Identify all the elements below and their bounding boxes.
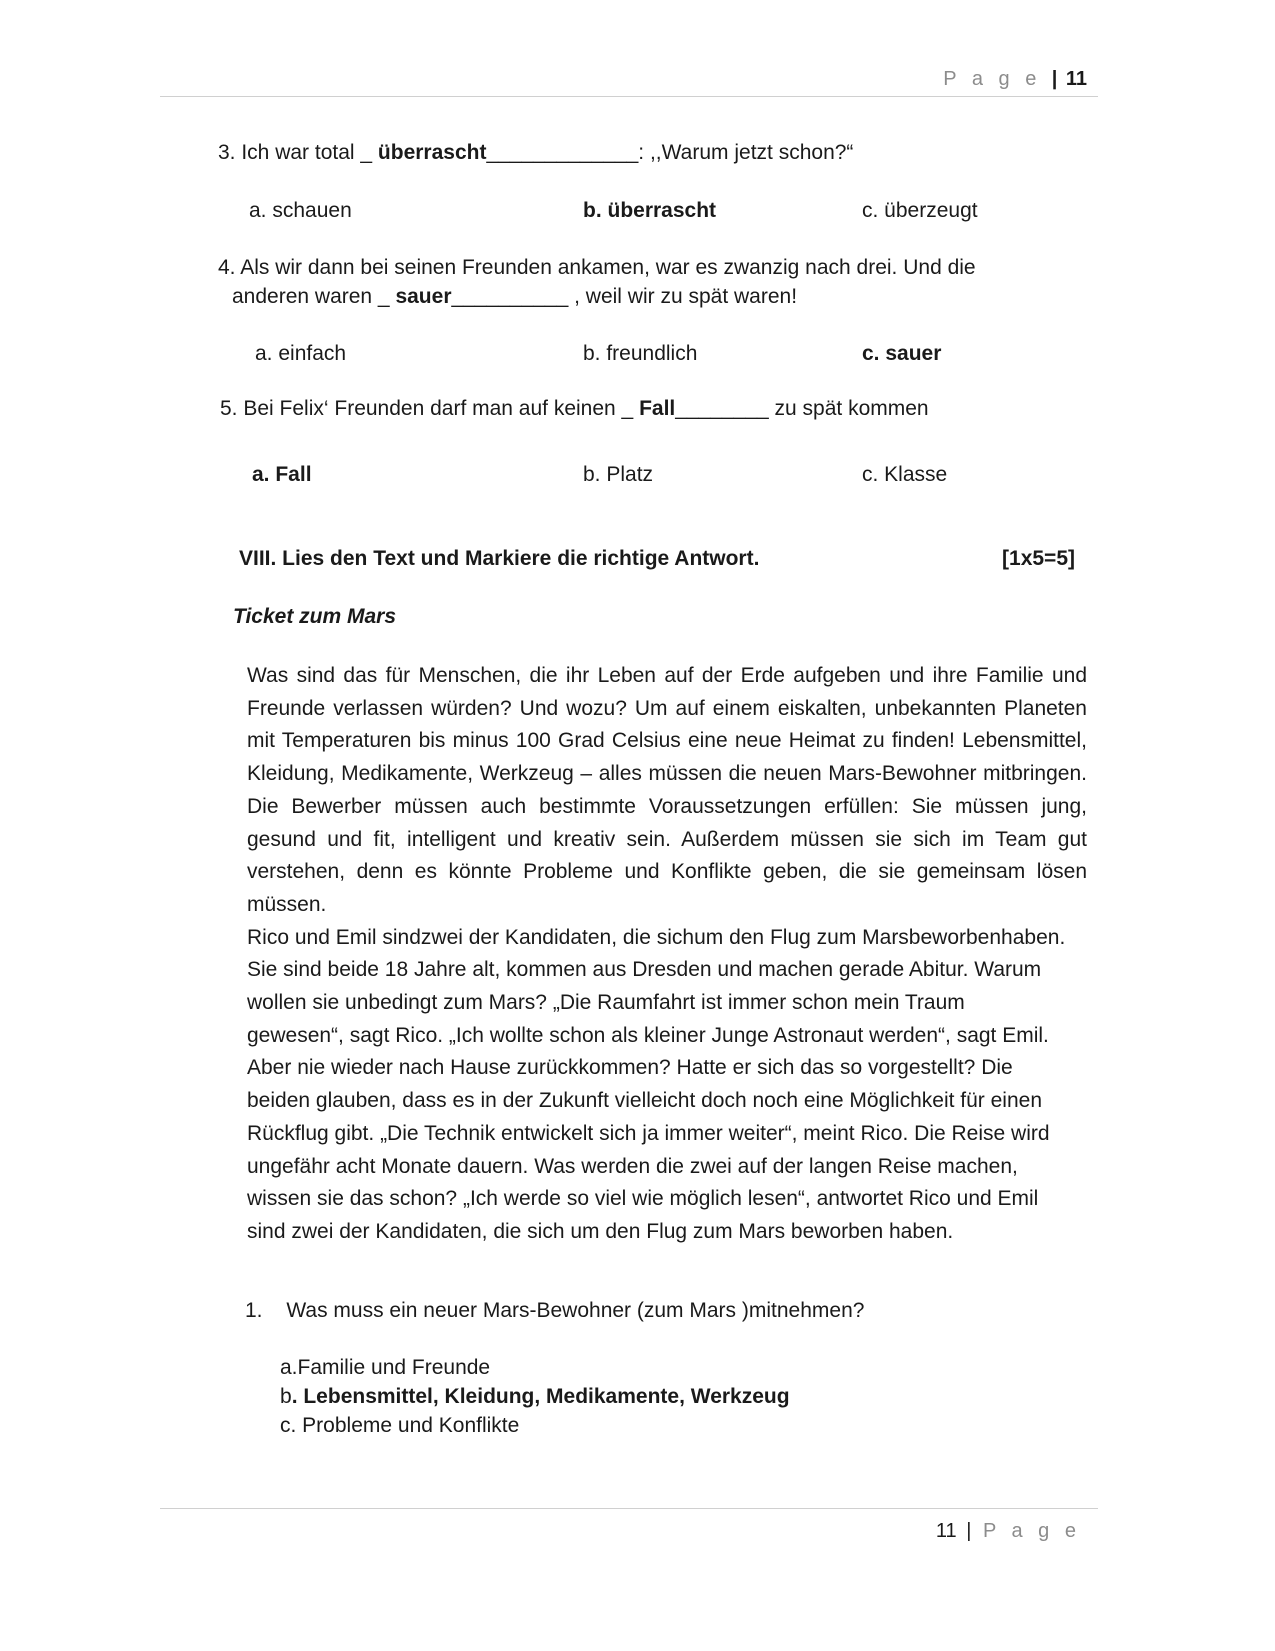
option-text: freundlich xyxy=(600,342,698,365)
question-text: Als wir dann bei seinen Freunden ankamen, war es zwanzig nach drei. Und die xyxy=(235,256,976,279)
footer-rule xyxy=(160,1508,1098,1509)
question-text: __________ , weil wir zu spät waren! xyxy=(451,285,798,308)
option-text: einfach xyxy=(272,342,347,365)
option-5a[interactable] xyxy=(252,463,312,487)
option-letter: b. xyxy=(583,199,602,222)
option-4a[interactable] xyxy=(255,342,346,366)
option-3a[interactable] xyxy=(249,199,352,223)
option-text: schauen xyxy=(266,199,352,222)
passage-line: wollen sie unbedingt zum Mars? „Die Raumfahrt ist immer schon mein Traum xyxy=(247,991,965,1015)
footer-separator: | xyxy=(966,1520,972,1542)
passage-line: Aber nie wieder nach Hause zurückkommen? Hatte er sich das so vorgestellt? Die xyxy=(247,1056,1013,1080)
question-4-line2 xyxy=(232,285,797,309)
page-footer xyxy=(936,1520,1081,1543)
passage-line: Rückflug gibt. „Die Technik entwickelt sich ja immer weiter“, meint Rico. Die Reise wird xyxy=(247,1121,1050,1145)
question-answer: überrascht xyxy=(377,141,487,164)
option-letter: a. xyxy=(252,463,270,486)
option-text: Platz xyxy=(600,463,654,486)
question-number: 3. xyxy=(218,141,236,164)
option-3b[interactable] xyxy=(583,199,716,223)
option-5c[interactable] xyxy=(862,463,947,487)
option-text: Probleme und Konflikte xyxy=(296,1414,520,1437)
question-3 xyxy=(218,141,853,165)
option-text: überrascht xyxy=(601,199,717,222)
option-text: sauer xyxy=(879,342,942,365)
option-letter: b. xyxy=(583,463,601,486)
option-letter: a. xyxy=(249,199,267,222)
question-text: anderen waren _ xyxy=(232,285,396,308)
section-points: [1x5=5] xyxy=(1002,547,1075,570)
reading-passage xyxy=(247,660,1087,1249)
option-5b[interactable] xyxy=(583,463,653,487)
story-title: Ticket zum Mars xyxy=(233,605,397,628)
header-page-number: 11 xyxy=(1065,68,1087,90)
question-text: Was muss ein neuer Mars-Bewohner (zum Mars )mitnehmen? xyxy=(286,1299,865,1322)
header-rule xyxy=(160,96,1098,97)
footer-page-number: 11 xyxy=(935,1520,957,1542)
option-3c[interactable] xyxy=(862,199,978,223)
option-letter: a. xyxy=(255,342,273,365)
comprehension-option-b[interactable] xyxy=(280,1385,790,1409)
passage-line: sind zwei der Kandidaten, die sich um den Flug zum Mars beworben haben. xyxy=(247,1219,954,1243)
option-letter: a. xyxy=(280,1356,298,1379)
option-letter: c. xyxy=(862,342,880,365)
passage-line: Rico und Emil sindzwei der Kandidaten, die sichum den Flug zum Marsbeworbenhaben. xyxy=(247,925,1066,949)
option-letter: b xyxy=(280,1385,292,1408)
option-4b[interactable] xyxy=(583,342,697,366)
question-answer: sauer xyxy=(395,285,452,308)
question-number: 5. xyxy=(220,397,238,420)
question-text: _____________: ,,Warum jetzt schon?“ xyxy=(486,141,854,164)
header-separator: | xyxy=(1051,68,1058,90)
question-answer: Fall xyxy=(639,397,676,420)
option-letter: b. xyxy=(583,342,601,365)
question-number: 4. xyxy=(218,256,236,279)
comprehension-question-1 xyxy=(245,1299,864,1323)
footer-page-label: P a g e xyxy=(982,1520,1081,1542)
option-text: . Lebensmittel, Kleidung, Medikamente, Werkzeug xyxy=(291,1385,790,1408)
passage-line: beiden glauben, dass es in der Zukunft vielleicht doch noch eine Möglichkeit für einen xyxy=(247,1089,1042,1113)
comprehension-option-c[interactable] xyxy=(280,1414,519,1438)
option-text: überzeugt xyxy=(878,199,978,222)
question-text: Ich war total _ xyxy=(235,141,378,164)
question-text: Bei Felix‘ Freunden darf man auf keinen _ xyxy=(237,397,640,420)
question-4 xyxy=(218,256,976,280)
option-letter: c. xyxy=(862,463,879,486)
passage-line: gewesen“, sagt Rico. „Ich wollte schon als kleiner Junge Astronaut werden“, sagt Emil. xyxy=(247,1023,1049,1047)
section-title: VIII. Lies den Text und Markiere die richtige Antwort. xyxy=(239,547,760,570)
question-number: 1. xyxy=(245,1299,263,1322)
passage-paragraph-1: Was sind das für Menschen, die ihr Leben auf der Erde aufgeben und ihre Familie und Freunde verlassen würden? Und wozu? Um auf einem eiskalten, unbekannten Planeten mit Temperaturen bis minus 100 Grad Celsius eine neue Heimat zu finden! Lebensmittel, Kleidung, Medikamente, Werkzeug – alles müssen die neuen Mars-Bewohner mitbringen. Die Bewerber müssen auch bestimmte Voraussetzungen erfüllen: Sie müssen jung, gesund und fit, intelligent und kreativ sein. Außerdem müssen sie sich im Team gut verstehen, denn es könnte Probleme und Konflikte geben, die sie gemeinsam lösen müssen. xyxy=(247,664,1087,916)
option-text: Fall xyxy=(269,463,312,486)
option-letter: c. xyxy=(862,199,879,222)
option-4c[interactable] xyxy=(862,342,941,366)
option-text: Familie und Freunde xyxy=(297,1356,491,1379)
page-header xyxy=(943,68,1087,91)
comprehension-option-a[interactable] xyxy=(280,1356,490,1380)
passage-line: wissen sie das schon? „Ich werde so viel wie möglich lesen“, antwortet Rico und Emil xyxy=(247,1187,1039,1211)
question-text: ________ zu spät kommen xyxy=(675,397,929,420)
passage-line: ungefähr acht Monate dauern. Was werden die zwei auf der langen Reise machen, xyxy=(247,1154,1018,1178)
passage-line: Sie sind beide 18 Jahre alt, kommen aus Dresden und machen gerade Abitur. Warum xyxy=(247,958,1042,982)
header-page-label: P a g e xyxy=(943,68,1042,90)
question-5 xyxy=(220,397,929,421)
option-letter: c. xyxy=(280,1414,297,1437)
option-text: Klasse xyxy=(878,463,948,486)
